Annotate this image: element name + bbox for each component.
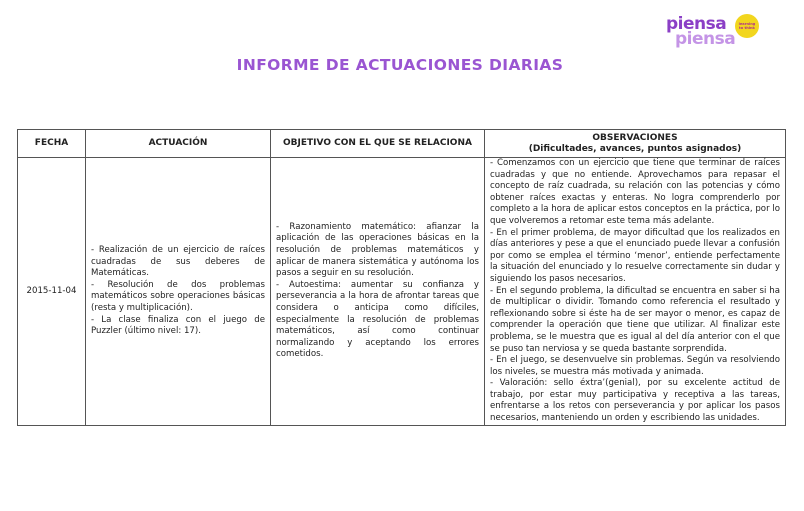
actuacion-item: - La clase finaliza con el juego de Puzzler (último nivel: 17).	[91, 314, 265, 337]
objetivo-item: - Autoestima: aumentar su confianza y perseverancia a la hora de afrontar tareas que considera o anticipa como difíciles, especialmente la resolución de problemas matemáticos, así como continuar normalizando y aceptando los errores cometidos.	[276, 279, 479, 360]
header-observaciones-title: OBSERVACIONES	[592, 132, 678, 143]
observacion-item: - En el juego, se desenvuelve sin problemas. Según va resolviendo los niveles, se muestra más motivada y animada.	[490, 355, 780, 377]
logo-badge-line1: learning	[738, 22, 756, 26]
header-observaciones-subtitle: (Dificultades, avances, puntos asignados)	[528, 143, 742, 154]
actuacion-item: - Realización de un ejercicio de raíces cuadradas de sus deberes de Matemáticas.	[91, 244, 265, 279]
logo-word-bottom: piensa	[675, 29, 736, 49]
observacion-item: - Valoración: sello éxtra’(genial), por su excelente actitud de trabajo, por estar muy participativa y receptiva a las tareas, enfrentarse a los retos con perseverancia y por aplicar los pasos necesarios, manteniendo un orden y escribiendo las unidades.	[490, 378, 780, 424]
piensa-piensa-logo	[666, 14, 778, 50]
header-objetivo: OBJETIVO CON EL QUE SE RELACIONA	[271, 130, 485, 158]
table-header-row	[18, 130, 786, 158]
report-table	[17, 129, 786, 426]
header-fecha: FECHA	[18, 130, 86, 158]
header-observaciones	[485, 130, 786, 158]
observacion-item: - Comenzamos con un ejercicio que tiene que terminar de raíces cuadradas y que no entiende. Aprovechamos para repasar el concepto de raíz cuadrada, su relación con las potencias y cómo obtener raíces exactas y enteras. No logra comprenderlo por completo a la hora de aplicar estos conceptos en la práctica, por lo que volveremos a retomar este tema más adelante.	[490, 158, 780, 226]
page-title: INFORME DE ACTUACIONES DIARIAS	[236, 56, 564, 74]
logo-badge	[735, 14, 759, 38]
logo-badge-line2: to think	[739, 26, 755, 30]
observacion-item: - En el primer problema, de mayor dificultad que los realizados en días anteriores y pese a que el enunciado puede llevar a confusión por como se emplea el término ‘menor’, entiende perfectamente la situación del enunciado y lo resuelve correctamente sin dudar y siguiendo los pasos necesarios.	[490, 227, 780, 284]
cell-actuacion	[86, 158, 271, 426]
header-actuacion: ACTUACIÓN	[86, 130, 271, 158]
logo-word-top: piensa	[666, 14, 727, 34]
observacion-item: - En el segundo problema, la dificultad se encuentra en saber si ha de multiplicar o dividir. Tomando como referencia el resultado y reflexionando sobre si éste ha de ser mayor o menor, es capaz de comprender la operación que tiene que utilizar. Al finalizar este problema, se le muestra que es igual al del día anterior con el que se puso tan nerviosa y se queda bastante sorprendida.	[490, 285, 780, 354]
cell-date: 2015-11-04	[18, 158, 86, 426]
table-row	[18, 158, 786, 426]
objetivo-item: - Razonamiento matemático: afianzar la aplicación de las operaciones básicas en la resolución de problemas matemáticos y aplicar de manera sistemática y autónoma los pasos a seguir en su resolución.	[276, 221, 479, 279]
actuacion-item: - Resolución de dos problemas matemáticos sobre operaciones básicas (resta y multiplicación).	[91, 279, 265, 313]
cell-observaciones	[485, 158, 786, 426]
cell-objetivo	[271, 158, 485, 426]
